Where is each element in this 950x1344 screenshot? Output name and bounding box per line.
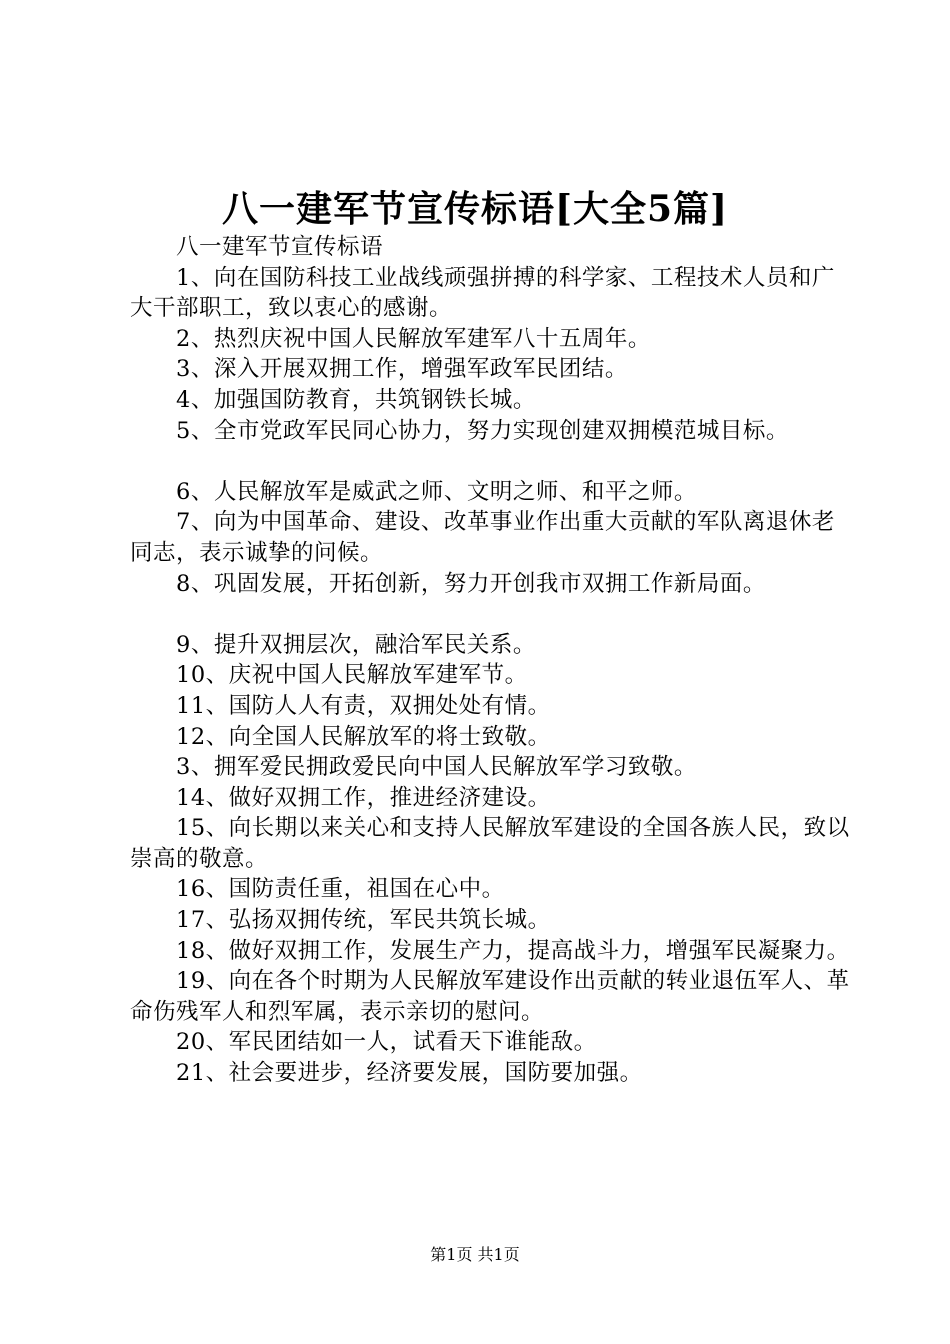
slogan-item: 14、做好双拥工作，推进经济建设。 bbox=[176, 784, 551, 811]
slogan-item: 7、向为中国革命、建设、改革事业作出重大贡献的军队离退休老同志，表示诚挚的问候。 bbox=[130, 509, 835, 566]
paragraph-gap bbox=[130, 446, 850, 477]
page-footer: 第1页 共1页 bbox=[430, 1245, 520, 1264]
slogan-item: 19、向在各个时期为人民解放军建设作出贡献的转业退伍军人、革命伤残军人和烈军属，表示亲切的慰问。 bbox=[130, 968, 850, 1025]
slogan-item: 3、拥军爱民拥政爱民向中国人民解放军学习致敬。 bbox=[176, 754, 697, 781]
slogan-item: 5、全市党政军民同心协力，努力实现创建双拥模范城目标。 bbox=[176, 417, 789, 444]
slogan-item: 1、向在国防科技工业战线顽强拼搏的科学家、工程技术人员和广大干部职工，致以衷心的感谢。 bbox=[130, 264, 835, 322]
paragraph-gap bbox=[130, 599, 850, 630]
slogan-item: 20、军民团结如一人，试看天下谁能敌。 bbox=[176, 1029, 597, 1056]
slogan-item: 2、热烈庆祝中国人民解放军建军八十五周年。 bbox=[176, 325, 651, 352]
slogan-item: 21、社会要进步，经济要发展，国防要加强。 bbox=[176, 1060, 643, 1087]
slogan-item: 12、向全国人民解放军的将士致敬。 bbox=[176, 723, 551, 750]
slogan-item: 15、向长期以来关心和支持人民解放军建设的全国各族人民，致以崇高的敬意。 bbox=[130, 815, 850, 872]
slogan-item: 8、巩固发展，开拓创新，努力开创我市双拥工作新局面。 bbox=[176, 570, 766, 597]
slogan-item: 3、深入开展双拥工作，增强军政军民团结。 bbox=[176, 356, 628, 383]
slogan-item: 4、加强国防教育，共筑钢铁长城。 bbox=[176, 386, 536, 413]
slogan-item: 16、国防责任重，祖国在心中。 bbox=[176, 876, 505, 903]
slogan-item: 18、做好双拥工作，发展生产力，提高战斗力，增强军民凝聚力。 bbox=[176, 937, 850, 964]
slogan-item: 10、庆祝中国人民解放军建军节。 bbox=[176, 662, 528, 689]
document-title: 八一建军节宣传标语[大全5篇] bbox=[221, 188, 729, 230]
slogan-item: 9、提升双拥层次，融洽军民关系。 bbox=[176, 631, 536, 658]
slogan-item: 6、人民解放军是威武之师、文明之师、和平之师。 bbox=[176, 478, 697, 505]
document-body bbox=[130, 232, 850, 1089]
slogan-item: 17、弘扬双拥传统，军民共筑长城。 bbox=[176, 907, 551, 934]
document-subtitle: 八一建军节宣传标语 bbox=[176, 234, 384, 260]
slogan-item: 11、国防人人有责，双拥处处有情。 bbox=[176, 692, 551, 719]
